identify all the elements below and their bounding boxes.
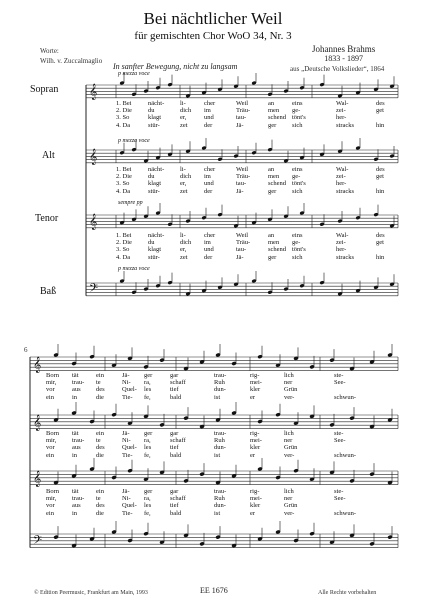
sopran-lyric: li- [180, 100, 186, 107]
alt-2-lyric: ra, [144, 437, 151, 445]
alt-2-lyric: er [250, 451, 256, 459]
dynamic-bass: p mezza voce [118, 266, 150, 272]
dynamic-alt: p mezza voce [118, 138, 150, 144]
measure-number: 6 [24, 346, 28, 354]
sopran-lyric: du [148, 107, 155, 115]
sopran-lyric: cher [204, 100, 216, 107]
tenor-lyric: ge- [292, 239, 301, 247]
sopran-2-lyric: gar [170, 372, 179, 379]
copyright-notice: © Edition Peermusic, Frankfurt am Main, 1993 [34, 590, 148, 596]
alt-2-lyric: te [96, 437, 101, 445]
composer-dates: 1833 - 1897 [324, 54, 363, 63]
tenor-2-lyric: fe, [144, 509, 151, 517]
tenor-2-lyric: tief [170, 502, 179, 510]
alt-2-lyric: in [72, 451, 78, 459]
tempo-marking: In sanfter Bewegung, nicht zu langsam [113, 62, 238, 71]
sopran-lyric: hin [376, 121, 385, 129]
tenor-2-lyric: rig- [250, 488, 260, 495]
alt-lyric: er, [180, 180, 187, 188]
alt-lyric: 1. Bei [116, 166, 132, 173]
tenor-lyric: cher [204, 232, 216, 239]
alt-2-lyric: mir, [46, 437, 57, 445]
alt-2-lyric: ver- [284, 451, 295, 459]
alt-2-lyric: Ruh [214, 437, 225, 445]
voice-label-alt: Alt [42, 150, 55, 161]
sopran-2-lyric: fe, [144, 393, 151, 401]
alt-lyric: eins [292, 166, 303, 173]
alt-2-lyric: die [96, 451, 104, 459]
tenor-lyric: Weil [236, 232, 249, 239]
alt-2-lyric: schaff [170, 437, 186, 445]
sopran-2-lyric: ste- [334, 372, 344, 379]
sopran-2-lyric: schaff [170, 379, 186, 387]
tenor-2-lyric: Quel- [122, 502, 137, 510]
tenor-lyric: 1. Bei [116, 232, 132, 239]
alt-2-lyric: rig- [250, 430, 260, 437]
sopran-2-lyric: aus [72, 386, 81, 394]
tenor-2-lyric: dun- [214, 502, 226, 510]
alt-lyric: Wal- [336, 166, 349, 173]
alt-lyric: nächt- [148, 166, 165, 173]
treble-clef: 𝄞 [33, 471, 42, 487]
sopran-lyric: get [376, 107, 384, 115]
alt-2-lyric: gar [170, 430, 179, 437]
sopran-2-lyric: Quel- [122, 386, 137, 394]
tenor-2-lyric: Ni- [122, 495, 131, 503]
page-subtitle: für gemischten Chor WoO 34, Nr. 3 [134, 30, 292, 42]
sopran-2-lyric: in [72, 393, 78, 401]
bass-clef: 𝄢 [89, 282, 99, 298]
alt-lyric: li- [180, 166, 186, 173]
sopran-2-lyric: mir, [46, 379, 57, 387]
tenor-lyric: sich [292, 253, 303, 261]
tenor-2-lyric: mir, [46, 495, 57, 503]
sopran-lyric: klagt [148, 114, 161, 122]
tenor-2-lyric: les [144, 502, 152, 510]
sopran-2-lyric: trau- [214, 372, 227, 379]
sopran-2-lyric: tät [72, 372, 79, 379]
sopran-lyric: Jä- [236, 121, 244, 129]
treble-clef: 𝄞 [89, 84, 98, 100]
tenor-2-lyric: in [72, 509, 78, 517]
alt-2-lyric: schwun- [334, 451, 357, 459]
alt-lyric: Träu- [236, 173, 251, 181]
tenor-2-lyric: Tie- [122, 509, 133, 517]
dynamic-sopran: p mezza voce [118, 71, 150, 77]
tenor-2-lyric: Jä- [122, 488, 130, 495]
sopran-lyric: ge- [292, 107, 301, 115]
sopran-lyric: 2. Die [116, 107, 132, 115]
sopran-2-lyric: vor [46, 386, 55, 394]
tenor-2-lyric: bald [170, 509, 182, 517]
sopran-lyric: des [376, 100, 385, 107]
sopran-2-lyric: trau- [72, 379, 85, 387]
tenor-lyric: dich [180, 239, 192, 247]
sopran-2-lyric: ein [96, 372, 104, 379]
sopran-2-lyric: Ruh [214, 379, 225, 387]
alt-lyric: cher [204, 166, 216, 173]
tenor-2-lyric: Grün [284, 502, 298, 510]
sopran-lyric: ger [268, 121, 277, 129]
sopran-2-lyric: des [96, 386, 105, 394]
tenor-lyric: stracks [336, 253, 355, 261]
words-label: Worte: [40, 47, 59, 55]
sopran-2-lyric: dun- [214, 386, 226, 394]
sopran-lyric: und [204, 114, 214, 122]
sopran-2-lyric: Tie- [122, 393, 133, 401]
sopran-lyric: an [268, 100, 275, 107]
tenor-lyric: tönt's [292, 246, 306, 254]
alt-2-lyric: ger [144, 430, 153, 437]
rights-notice: Alle Rechte vorbehalten [318, 590, 377, 596]
sopran-lyric: zei- [336, 107, 346, 115]
sopran-2-lyric: kler [250, 386, 261, 394]
alt-lyric: schend [268, 180, 287, 188]
sopran-2-lyric: schwun- [334, 393, 357, 401]
sopran-lyric: nächt- [148, 100, 165, 107]
sopran-lyric: 1. Bei [116, 100, 132, 107]
alt-2-lyric: ein [96, 430, 104, 437]
alt-2-lyric: ist [214, 451, 221, 459]
voice-label-sopran: Sopran [30, 84, 59, 95]
sopran-lyric: der [204, 121, 213, 129]
treble-clef: 𝄞 [89, 149, 98, 165]
alt-lyric: zei- [336, 173, 346, 181]
sopran-lyric: 4. Da [116, 121, 131, 129]
tenor-lyric: hin [376, 253, 385, 261]
alt-lyric: Weil [236, 166, 249, 173]
page-title: Bei nächtlicher Weil [143, 9, 283, 28]
alt-lyric: der [204, 187, 213, 195]
sopran-lyric: eins [292, 100, 303, 107]
alt-lyric: get [376, 173, 384, 181]
dynamic-tenor: sempre pp [118, 200, 143, 206]
alt-lyric: dich [180, 173, 192, 181]
sopran-2-lyric: ner [284, 379, 293, 387]
sopran-2-lyric: te [96, 379, 101, 387]
alt-2-lyric: bald [170, 451, 182, 459]
alt-2-lyric: les [144, 444, 152, 452]
treble-clef: 𝄞 [33, 357, 42, 373]
sopran-lyric: zet [180, 121, 188, 129]
sopran-2-lyric: ra, [144, 379, 151, 387]
alt-lyric: du [148, 173, 155, 181]
tenor-2-lyric: te [96, 495, 101, 503]
treble-clef: 𝄞 [89, 214, 98, 230]
alt-lyric: stür- [148, 187, 160, 195]
alt-2-lyric: kler [250, 444, 261, 452]
sopran-2-lyric: ein [46, 393, 54, 401]
tenor-2-lyric: trau- [72, 495, 85, 503]
tenor-2-lyric: mei- [250, 495, 262, 503]
sopran-2-lyric: Grün [284, 386, 298, 394]
alt-lyric: ge- [292, 173, 301, 181]
composer-name: Johannes Brahms [312, 44, 376, 54]
tenor-2-lyric: vor [46, 502, 55, 510]
alt-2-lyric: ste- [334, 430, 344, 437]
alt-2-lyric: Grün [284, 444, 298, 452]
tenor-lyric: er, [180, 246, 187, 254]
alt-2-lyric: Tie- [122, 451, 133, 459]
sopran-2-lyric: die [96, 393, 104, 401]
tenor-lyric: eins [292, 232, 303, 239]
tenor-lyric: li- [180, 232, 186, 239]
alt-lyric: stracks [336, 187, 355, 195]
alt-lyric: hin [376, 187, 385, 195]
tenor-lyric: tau- [236, 246, 247, 254]
alt-2-lyric: tief [170, 444, 179, 452]
alt-2-lyric: trau- [72, 437, 85, 445]
alt-lyric: im [204, 173, 211, 181]
sopran-2-lyric: Jä- [122, 372, 130, 379]
alt-2-lyric: des [96, 444, 105, 452]
alt-2-lyric: Quel- [122, 444, 137, 452]
tenor-2-lyric: trau- [214, 488, 227, 495]
tenor-2-lyric: ein [46, 509, 54, 517]
sopran-lyric: Weil [236, 100, 249, 107]
alt-lyric: 3. So [116, 180, 130, 188]
tenor-2-lyric: die [96, 509, 104, 517]
alt-lyric: men [268, 173, 280, 181]
sopran-2-lyric: tief [170, 386, 179, 394]
sopran-lyric: tönt's [292, 114, 306, 122]
alt-2-lyric: lich [284, 430, 294, 437]
tenor-lyric: du [148, 239, 155, 247]
edition-number: EE 1676 [200, 586, 228, 595]
bass-clef: 𝄢 [33, 534, 43, 550]
tenor-2-lyric: ist [214, 509, 221, 517]
tenor-lyric: klagt [148, 246, 161, 254]
tenor-2-lyric: ein [96, 488, 104, 495]
alt-lyric: her- [336, 180, 347, 188]
tenor-2-lyric: er [250, 509, 256, 517]
source-note: aus „Deutsche Volkslieder“, 1864 [290, 65, 385, 73]
tenor-2-lyric: tät [72, 488, 79, 495]
sopran-2-lyric: er [250, 393, 256, 401]
tenor-2-lyric: ra, [144, 495, 151, 503]
tenor-lyric: schend [268, 246, 287, 254]
alt-2-lyric: aus [72, 444, 81, 452]
alt-lyric: 2. Die [116, 173, 132, 181]
tenor-lyric: zet [180, 253, 188, 261]
sopran-lyric: Träu- [236, 107, 251, 115]
alt-lyric: des [376, 166, 385, 173]
alt-lyric: klagt [148, 180, 161, 188]
sopran-lyric: er, [180, 114, 187, 122]
sopran-lyric: stür- [148, 121, 160, 129]
tenor-lyric: der [204, 253, 213, 261]
alt-lyric: zet [180, 187, 188, 195]
alt-lyric: und [204, 180, 214, 188]
tenor-2-lyric: ger [144, 488, 153, 495]
alt-lyric: Jä- [236, 187, 244, 195]
sopran-lyric: her- [336, 114, 347, 122]
sopran-2-lyric: Ni- [122, 379, 131, 387]
sopran-2-lyric: lich [284, 372, 294, 379]
tenor-2-lyric: schaff [170, 495, 186, 503]
sopran-2-lyric: rig- [250, 372, 260, 379]
tenor-2-lyric: schwun- [334, 509, 357, 517]
alt-lyric: tau- [236, 180, 247, 188]
sopran-2-lyric: See- [334, 379, 346, 387]
tenor-lyric: stür- [148, 253, 160, 261]
tenor-lyric: 4. Da [116, 253, 131, 261]
sopran-2-lyric: ist [214, 393, 221, 401]
tenor-2-lyric: des [96, 502, 105, 510]
alt-2-lyric: fe, [144, 451, 151, 459]
alt-lyric: ger [268, 187, 277, 195]
tenor-lyric: des [376, 232, 385, 239]
voice-label-tenor: Tenor [35, 213, 59, 224]
alt-2-lyric: trau- [214, 430, 227, 437]
alt-lyric: 4. Da [116, 187, 131, 195]
tenor-2-lyric: ste- [334, 488, 344, 495]
sopran-2-lyric: ver- [284, 393, 295, 401]
voice-label-bass: Baß [40, 286, 57, 297]
sopran-lyric: Wal- [336, 100, 349, 107]
alt-2-lyric: Ni- [122, 437, 131, 445]
tenor-lyric: und [204, 246, 214, 254]
tenor-2-lyric: kler [250, 502, 261, 510]
sopran-lyric: tau- [236, 114, 247, 122]
tenor-2-lyric: Born [46, 488, 59, 495]
alt-2-lyric: Jä- [122, 430, 130, 437]
tenor-2-lyric: ver- [284, 509, 295, 517]
tenor-lyric: get [376, 239, 384, 247]
tenor-lyric: Wal- [336, 232, 349, 239]
tenor-2-lyric: See- [334, 495, 346, 503]
alt-2-lyric: dun- [214, 444, 226, 452]
tenor-lyric: men [268, 239, 280, 247]
tenor-lyric: 2. Die [116, 239, 132, 247]
tenor-lyric: ger [268, 253, 277, 261]
alt-lyric: tönt's [292, 180, 306, 188]
sopran-lyric: dich [180, 107, 192, 115]
tenor-2-lyric: Ruh [214, 495, 225, 503]
alt-2-lyric: Born [46, 430, 59, 437]
treble-clef: 𝄞 [33, 415, 42, 431]
alt-2-lyric: ein [46, 451, 54, 459]
sopran-lyric: stracks [336, 121, 355, 129]
sopran-2-lyric: bald [170, 393, 182, 401]
sopran-lyric: im [204, 107, 211, 115]
sopran-2-lyric: mei- [250, 379, 262, 387]
tenor-lyric: an [268, 232, 275, 239]
tenor-2-lyric: gar [170, 488, 179, 495]
alt-2-lyric: See- [334, 437, 346, 445]
alt-2-lyric: tät [72, 430, 79, 437]
tenor-lyric: Träu- [236, 239, 251, 247]
alt-2-lyric: ner [284, 437, 293, 445]
tenor-lyric: Jä- [236, 253, 244, 261]
alt-lyric: sich [292, 187, 303, 195]
words-author: Wilh. v. Zuccalmaglio [40, 57, 103, 65]
sopran-lyric: men [268, 107, 280, 115]
sopran-2-lyric: ger [144, 372, 153, 379]
alt-2-lyric: mei- [250, 437, 262, 445]
alt-2-lyric: vor [46, 444, 55, 452]
tenor-2-lyric: lich [284, 488, 294, 495]
alt-lyric: an [268, 166, 275, 173]
tenor-lyric: zei- [336, 239, 346, 247]
sopran-2-lyric: Born [46, 372, 59, 379]
sopran-2-lyric: les [144, 386, 152, 394]
tenor-lyric: her- [336, 246, 347, 254]
tenor-lyric: nächt- [148, 232, 165, 239]
sopran-lyric: schend [268, 114, 287, 122]
tenor-2-lyric: aus [72, 502, 81, 510]
sopran-lyric: sich [292, 121, 303, 129]
tenor-lyric: im [204, 239, 211, 247]
tenor-lyric: 3. So [116, 246, 130, 254]
tenor-2-lyric: ner [284, 495, 293, 503]
sopran-lyric: 3. So [116, 114, 130, 122]
